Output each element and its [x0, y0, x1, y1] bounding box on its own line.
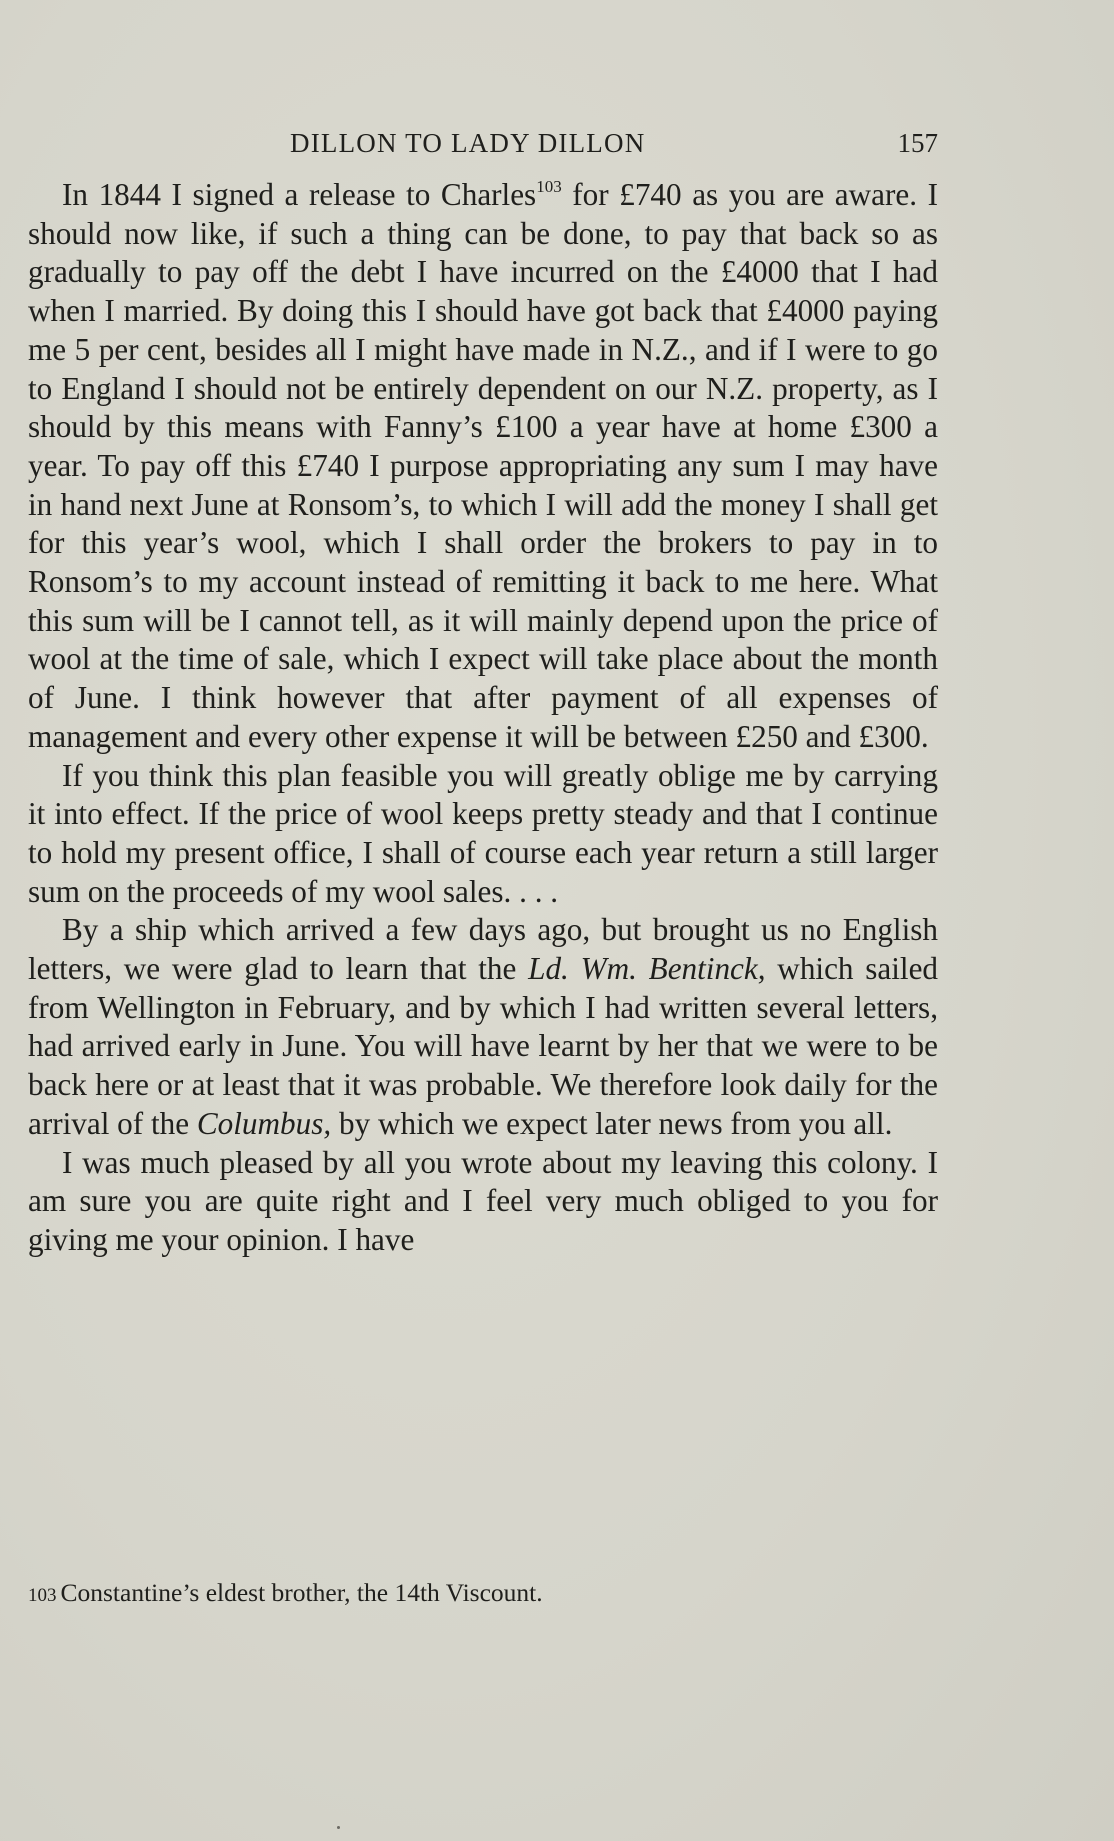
body-text — [28, 176, 938, 1260]
footnote-marker: 103 — [28, 1585, 57, 1606]
paragraph-4: I was much pleased by all you wrote about my leaving this colony. I am sure you are quite right and I feel very much obliged to you for giving me your opinion. I have — [28, 1144, 938, 1257]
footnote-text: Constantine’s eldest brother, the 14th Viscount. — [60, 1578, 543, 1607]
page-number: 157 — [897, 128, 938, 158]
paper-speck — [337, 1826, 340, 1829]
paragraph-1 — [28, 176, 938, 757]
paragraph-3-part-3: by which we expect later news from you all. — [331, 1105, 893, 1141]
footnote — [28, 1577, 938, 1612]
paragraph-1-rest: for £740 as you are aware. I should now like, if such a thing can be done, to pay that back so as gradually to pay off the debt I have incurred on the £4000 that I had when I married. By doing this I should have got back that £4000 paying me 5 per cent, besides all I might have made in N.Z., and if I were to go to England I should not be entirely dependent on our N.Z. property, as I should by this means with Fanny’s £100 a year have at home £300 a year. To pay off this £740 I purpose appropriating any sum I may have in hand next June at Ronsom’s, to which I will add the money I shall get for this year’s wool, which I shall order the brokers to pay in to Ronsom’s to my account instead of remitting it back to me here. What this sum will be I cannot tell, as it will mainly depend upon the price of wool at the time of sale, which I expect will take place about the month of June. I think however that after payment of all expenses of management and every other expense it will be between £250 and £300. — [28, 177, 938, 754]
paragraph-3-part-1: By a ship which arrived a few days ago, but brought us no English letters, we were glad to learn that the — [28, 912, 938, 987]
paragraph-3 — [28, 911, 938, 1143]
paragraph-3-part-2: which sailed from Wellington in February, and by which I had written several letters, had arrived early in June. You will have learnt by her that we were to be back here or at least that it was probable. We therefore look daily for the arrival of the — [28, 951, 939, 1141]
ship-name-bentinck: Ld. Wm. Bentinck, — [528, 951, 766, 987]
ship-name-columbus: Columbus, — [196, 1105, 332, 1141]
running-title: DILLON TO LADY DILLON — [290, 128, 646, 158]
paragraph-1-start: In 1844 I signed a release to Charles — [62, 177, 537, 212]
running-head — [28, 128, 938, 168]
paragraph-2: If you think this plan feasible you will greatly oblige me by carrying it into effect. If the price of wool keeps pretty steady and that I continue to hold my present office, I shall of course each year return a still larger sum on the proceeds of my wool sales. . . . — [28, 757, 938, 909]
footnote-reference: 103 — [536, 177, 562, 196]
